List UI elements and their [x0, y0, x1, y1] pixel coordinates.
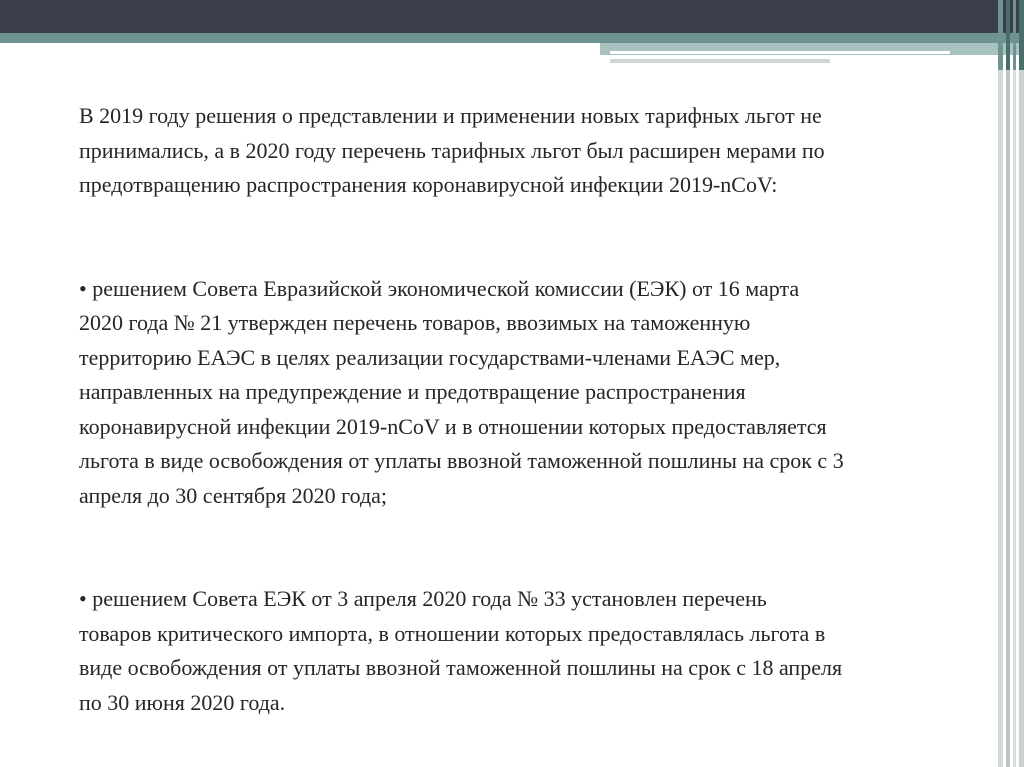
- side-stripe: [1013, 0, 1016, 767]
- header-band-dark: [0, 0, 1024, 33]
- slide-body: [79, 99, 979, 720]
- side-stripe: [998, 0, 1003, 767]
- intro-paragraph: В 2019 году решения о представлении и применении новых тарифных льгот не принимались, а в 2020 году перечень тарифных льгот был расширен мерами по предотвращению распространения коронавирусной инфекции 2019-nCoV:: [79, 103, 825, 197]
- bullet-paragraph-1: • решением Совета Евразийской экономической комиссии (ЕЭК) от 16 марта 2020 года № 21 утвержден перечень товаров, ввозимых на таможенную территорию ЕАЭС в целях реализации государствами-членами ЕАЭС мер, направленных на предупреждение и предотвращение распространения коронавирусной инфекции 2019-nCoV и в отношении которых предоставляется льгота в виде освобождения от уплаты ввозной таможенной пошлины на срок с 3 апреля до 30 сентября 2020 года;: [79, 275, 844, 508]
- side-stripe-top: [998, 0, 1003, 70]
- side-stripe: [1019, 0, 1024, 767]
- side-stripe-top: [1019, 0, 1024, 70]
- header-accent-line-thin: [610, 59, 830, 63]
- bullet-paragraph-2: • решением Совета ЕЭК от 3 апреля 2020 года № 33 установлен перечень товаров критического импорта, в отношении которых предоставлялась льгота в виде освобождения от уплаты ввозной таможенной пошлины на срок с 18 апреля по 30 июня 2020 года.: [79, 586, 843, 715]
- header-band-teal: [0, 33, 1024, 43]
- side-stripe: [1006, 0, 1010, 767]
- header-accent-line: [610, 51, 950, 54]
- side-stripe-top: [1013, 0, 1016, 70]
- side-stripe-top: [1006, 0, 1010, 70]
